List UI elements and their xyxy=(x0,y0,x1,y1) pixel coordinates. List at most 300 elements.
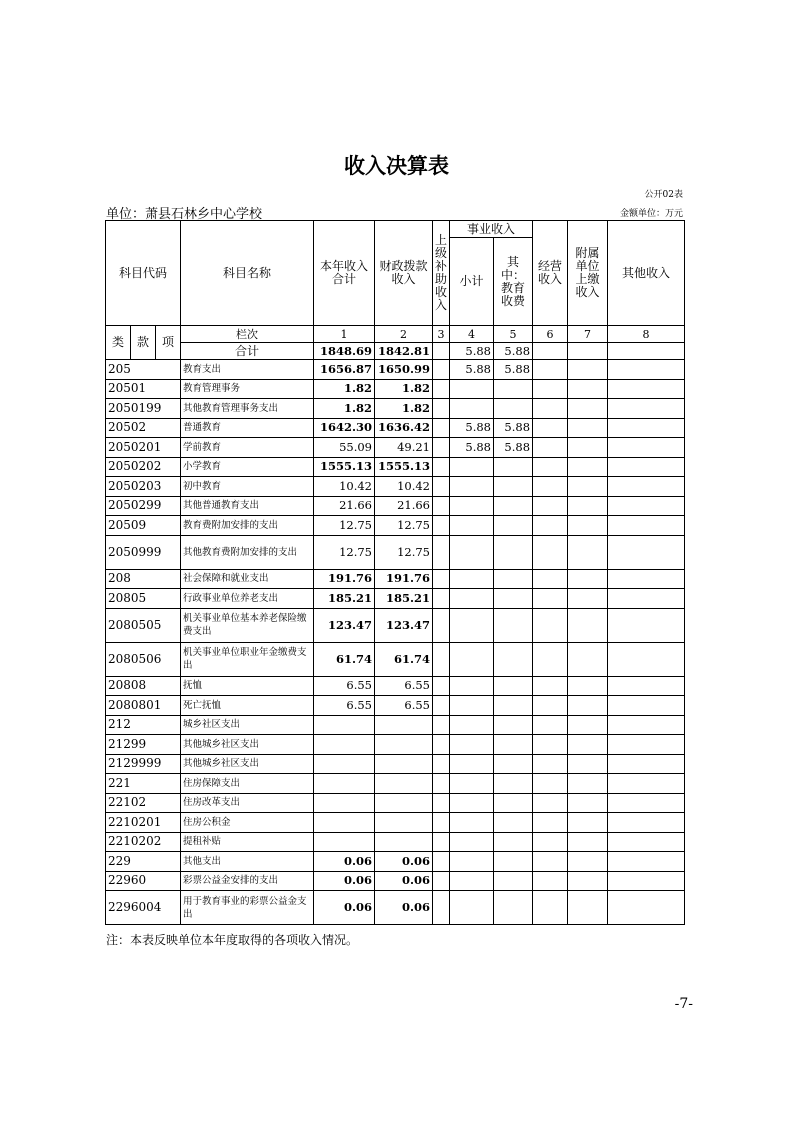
cell-business-subtotal xyxy=(450,569,494,589)
cell-other xyxy=(608,399,685,419)
table-row xyxy=(106,774,685,794)
table-row xyxy=(106,813,685,833)
subject-code: 208 xyxy=(106,569,181,589)
cell-other xyxy=(608,891,685,925)
header-business-subtotal: 小计 xyxy=(450,238,494,326)
table-row xyxy=(106,438,685,458)
table-code: 公开02表 xyxy=(644,190,683,200)
subject-name: 教育管理事务 xyxy=(181,379,314,399)
table-row xyxy=(106,852,685,872)
table-row xyxy=(106,516,685,536)
cell-business-edu xyxy=(494,516,533,536)
subject-name: 社会保障和就业支出 xyxy=(181,569,314,589)
page-number: -7- xyxy=(674,996,693,1012)
cell-superior xyxy=(433,535,450,569)
cell-superior xyxy=(433,438,450,458)
table-row xyxy=(106,496,685,516)
cell-total-income: 6.55 xyxy=(314,696,375,716)
cell-business-subtotal xyxy=(450,477,494,497)
cell-business-edu xyxy=(494,379,533,399)
cell-business-subtotal xyxy=(450,774,494,794)
cell-superior xyxy=(433,496,450,516)
cell-total-income: 1642.30 xyxy=(314,418,375,438)
cell-business-subtotal xyxy=(450,754,494,774)
cell-fiscal: 1650.99 xyxy=(375,360,433,380)
cell-business-subtotal xyxy=(450,589,494,609)
table-row xyxy=(106,871,685,891)
cell-affiliated xyxy=(568,569,608,589)
table-row xyxy=(106,360,685,380)
cell-business-edu xyxy=(494,569,533,589)
cell-operating xyxy=(533,418,568,438)
cell-affiliated xyxy=(568,608,608,642)
total-c3 xyxy=(433,343,450,360)
cell-business-subtotal xyxy=(450,676,494,696)
col-number: 5 xyxy=(494,326,533,343)
cell-superior xyxy=(433,589,450,609)
cell-total-income: 1.82 xyxy=(314,399,375,419)
subject-code: 212 xyxy=(106,715,181,735)
cell-operating xyxy=(533,569,568,589)
cell-total-income xyxy=(314,832,375,852)
cell-total-income: 0.06 xyxy=(314,852,375,872)
cell-other xyxy=(608,642,685,676)
cell-other xyxy=(608,793,685,813)
table-row xyxy=(106,418,685,438)
subject-code: 22960 xyxy=(106,871,181,891)
cell-other xyxy=(608,457,685,477)
cell-business-edu xyxy=(494,852,533,872)
subject-code: 205 xyxy=(106,360,181,380)
cell-total-income: 10.42 xyxy=(314,477,375,497)
cell-other xyxy=(608,696,685,716)
cell-fiscal: 1555.13 xyxy=(375,457,433,477)
cell-business-edu xyxy=(494,891,533,925)
cell-business-edu xyxy=(494,676,533,696)
cell-business-subtotal xyxy=(450,379,494,399)
cell-superior xyxy=(433,360,450,380)
table-row xyxy=(106,589,685,609)
cell-fiscal: 191.76 xyxy=(375,569,433,589)
cell-fiscal: 6.55 xyxy=(375,676,433,696)
cell-business-subtotal xyxy=(450,457,494,477)
subject-code: 2050201 xyxy=(106,438,181,458)
cell-business-subtotal xyxy=(450,715,494,735)
subject-name: 住房改革支出 xyxy=(181,793,314,813)
subject-name: 机关事业单位职业年金缴费支出 xyxy=(181,642,314,676)
income-table xyxy=(105,220,685,925)
table-row xyxy=(106,608,685,642)
cell-superior xyxy=(433,891,450,925)
subject-code: 21299 xyxy=(106,735,181,755)
cell-fiscal xyxy=(375,774,433,794)
cell-superior xyxy=(433,418,450,438)
cell-fiscal: 0.06 xyxy=(375,852,433,872)
cell-total-income xyxy=(314,735,375,755)
col-number: 4 xyxy=(450,326,494,343)
subject-name: 普通教育 xyxy=(181,418,314,438)
subject-name: 其他教育管理事务支出 xyxy=(181,399,314,419)
header-fiscal: 财政拨款收入 xyxy=(375,221,433,326)
cell-total-income xyxy=(314,813,375,833)
cell-other xyxy=(608,852,685,872)
cell-other xyxy=(608,715,685,735)
cell-superior xyxy=(433,516,450,536)
table-row xyxy=(106,715,685,735)
cell-operating xyxy=(533,813,568,833)
cell-operating xyxy=(533,535,568,569)
cell-business-edu xyxy=(494,399,533,419)
cell-business-subtotal: 5.88 xyxy=(450,360,494,380)
cell-business-edu xyxy=(494,457,533,477)
cell-affiliated xyxy=(568,642,608,676)
header-other: 其他收入 xyxy=(608,221,685,326)
subject-code: 229 xyxy=(106,852,181,872)
subject-code: 2050299 xyxy=(106,496,181,516)
subject-name: 其他支出 xyxy=(181,852,314,872)
cell-operating xyxy=(533,715,568,735)
header-business-group: 事业收入 xyxy=(450,221,533,238)
subject-name: 彩票公益金安排的支出 xyxy=(181,871,314,891)
cell-affiliated xyxy=(568,696,608,716)
cell-affiliated xyxy=(568,477,608,497)
cell-fiscal: 6.55 xyxy=(375,696,433,716)
cell-affiliated xyxy=(568,793,608,813)
cell-business-edu xyxy=(494,832,533,852)
cell-operating xyxy=(533,589,568,609)
cell-other xyxy=(608,438,685,458)
cell-business-edu xyxy=(494,535,533,569)
cell-total-income: 1656.87 xyxy=(314,360,375,380)
cell-business-edu xyxy=(494,496,533,516)
header-superior: 上级补助收入 xyxy=(433,221,450,326)
cell-fiscal: 1.82 xyxy=(375,399,433,419)
cell-operating xyxy=(533,642,568,676)
cell-other xyxy=(608,589,685,609)
table-row xyxy=(106,379,685,399)
cell-total-income xyxy=(314,793,375,813)
subject-name: 提租补贴 xyxy=(181,832,314,852)
subject-code: 2129999 xyxy=(106,754,181,774)
cell-total-income: 12.75 xyxy=(314,516,375,536)
cell-other xyxy=(608,516,685,536)
subject-code: 2210202 xyxy=(106,832,181,852)
cell-affiliated xyxy=(568,379,608,399)
cell-business-subtotal xyxy=(450,891,494,925)
cell-fiscal xyxy=(375,715,433,735)
cell-business-subtotal xyxy=(450,496,494,516)
subject-code: 2080506 xyxy=(106,642,181,676)
subject-code: 20805 xyxy=(106,589,181,609)
col-number: 3 xyxy=(433,326,450,343)
cell-business-edu xyxy=(494,871,533,891)
cell-superior xyxy=(433,871,450,891)
cell-business-edu xyxy=(494,813,533,833)
table-row xyxy=(106,832,685,852)
cell-business-subtotal xyxy=(450,399,494,419)
cell-business-subtotal xyxy=(450,735,494,755)
subject-code: 2080801 xyxy=(106,696,181,716)
cell-operating xyxy=(533,496,568,516)
cell-fiscal: 1636.42 xyxy=(375,418,433,438)
cell-business-edu xyxy=(494,477,533,497)
subject-name: 行政事业单位养老支出 xyxy=(181,589,314,609)
cell-total-income: 55.09 xyxy=(314,438,375,458)
cell-total-income: 185.21 xyxy=(314,589,375,609)
cell-business-edu xyxy=(494,696,533,716)
subject-code: 20509 xyxy=(106,516,181,536)
table-row xyxy=(106,754,685,774)
cell-operating xyxy=(533,754,568,774)
cell-business-edu xyxy=(494,793,533,813)
cell-affiliated xyxy=(568,360,608,380)
cell-other xyxy=(608,813,685,833)
cell-total-income xyxy=(314,774,375,794)
cell-other xyxy=(608,754,685,774)
col-number: 7 xyxy=(568,326,608,343)
subject-name: 学前教育 xyxy=(181,438,314,458)
table-row xyxy=(106,642,685,676)
cell-affiliated xyxy=(568,399,608,419)
col-number: 1 xyxy=(314,326,375,343)
cell-affiliated xyxy=(568,457,608,477)
cell-fiscal: 123.47 xyxy=(375,608,433,642)
subject-code: 2050999 xyxy=(106,535,181,569)
header-subject-code: 科目代码 xyxy=(106,221,181,326)
cell-affiliated xyxy=(568,535,608,569)
cell-affiliated xyxy=(568,774,608,794)
col-number: 6 xyxy=(533,326,568,343)
cell-total-income: 6.55 xyxy=(314,676,375,696)
subject-code: 2210201 xyxy=(106,813,181,833)
subject-name: 用于教育事业的彩票公益金支出 xyxy=(181,891,314,925)
table-row xyxy=(106,696,685,716)
cell-total-income xyxy=(314,715,375,735)
cell-fiscal: 21.66 xyxy=(375,496,433,516)
cell-operating xyxy=(533,457,568,477)
header-lei: 类 xyxy=(106,326,131,360)
subject-name: 初中教育 xyxy=(181,477,314,497)
cell-fiscal: 0.06 xyxy=(375,891,433,925)
total-row xyxy=(106,343,685,360)
subject-code: 2296004 xyxy=(106,891,181,925)
cell-fiscal: 10.42 xyxy=(375,477,433,497)
cell-fiscal xyxy=(375,793,433,813)
total-c6 xyxy=(533,343,568,360)
cell-other xyxy=(608,496,685,516)
header-affiliated: 附属单位上缴收入 xyxy=(568,221,608,326)
subject-name: 机关事业单位基本养老保险缴费支出 xyxy=(181,608,314,642)
cell-superior xyxy=(433,793,450,813)
cell-other xyxy=(608,535,685,569)
subject-name: 小学教育 xyxy=(181,457,314,477)
subject-code: 2050199 xyxy=(106,399,181,419)
cell-superior xyxy=(433,832,450,852)
subject-code: 2050202 xyxy=(106,457,181,477)
subject-code: 20501 xyxy=(106,379,181,399)
cell-superior xyxy=(433,399,450,419)
table-row xyxy=(106,399,685,419)
cell-business-subtotal: 5.88 xyxy=(450,438,494,458)
cell-fiscal: 12.75 xyxy=(375,516,433,536)
subject-code: 22102 xyxy=(106,793,181,813)
cell-business-subtotal xyxy=(450,696,494,716)
cell-other xyxy=(608,735,685,755)
page-title: 收入决算表 xyxy=(344,154,449,178)
header-xiang: 项 xyxy=(156,326,181,360)
subject-code: 2080505 xyxy=(106,608,181,642)
cell-total-income: 21.66 xyxy=(314,496,375,516)
cell-fiscal: 61.74 xyxy=(375,642,433,676)
amount-unit: 金额单位：万元 xyxy=(619,209,683,219)
cell-other xyxy=(608,832,685,852)
cell-business-subtotal xyxy=(450,832,494,852)
subject-name: 抚恤 xyxy=(181,676,314,696)
cell-superior xyxy=(433,735,450,755)
cell-superior xyxy=(433,696,450,716)
cell-superior xyxy=(433,477,450,497)
cell-affiliated xyxy=(568,438,608,458)
header-business-edu: 其中：教育收费 xyxy=(494,238,533,326)
cell-total-income: 12.75 xyxy=(314,535,375,569)
cell-affiliated xyxy=(568,852,608,872)
cell-business-edu xyxy=(494,735,533,755)
cell-operating xyxy=(533,793,568,813)
cell-other xyxy=(608,676,685,696)
header-kuan: 款 xyxy=(131,326,156,360)
cell-total-income: 191.76 xyxy=(314,569,375,589)
cell-other xyxy=(608,477,685,497)
cell-fiscal: 49.21 xyxy=(375,438,433,458)
table-row xyxy=(106,676,685,696)
cell-superior xyxy=(433,774,450,794)
cell-affiliated xyxy=(568,871,608,891)
total-c5: 5.88 xyxy=(494,343,533,360)
cell-affiliated xyxy=(568,418,608,438)
cell-fiscal xyxy=(375,813,433,833)
cell-affiliated xyxy=(568,813,608,833)
subject-name: 教育支出 xyxy=(181,360,314,380)
cell-business-subtotal: 5.88 xyxy=(450,418,494,438)
subject-code: 20502 xyxy=(106,418,181,438)
total-c1: 1848.69 xyxy=(314,343,375,360)
cell-superior xyxy=(433,457,450,477)
cell-affiliated xyxy=(568,832,608,852)
cell-superior xyxy=(433,715,450,735)
cell-fiscal: 185.21 xyxy=(375,589,433,609)
cell-affiliated xyxy=(568,891,608,925)
cell-business-subtotal xyxy=(450,516,494,536)
unit-label: 单位：萧县石林乡中心学校 xyxy=(106,207,263,222)
cell-affiliated xyxy=(568,516,608,536)
cell-total-income: 1555.13 xyxy=(314,457,375,477)
col-number: 8 xyxy=(608,326,685,343)
cell-business-edu: 5.88 xyxy=(494,438,533,458)
total-c2: 1842.81 xyxy=(375,343,433,360)
cell-operating xyxy=(533,379,568,399)
cell-superior xyxy=(433,569,450,589)
cell-fiscal: 12.75 xyxy=(375,535,433,569)
table-row xyxy=(106,891,685,925)
cell-affiliated xyxy=(568,715,608,735)
cell-operating xyxy=(533,399,568,419)
cell-business-edu: 5.88 xyxy=(494,418,533,438)
header-operating: 经营收入 xyxy=(533,221,568,326)
header-subject-name: 科目名称 xyxy=(181,221,314,326)
cell-business-subtotal xyxy=(450,642,494,676)
table-row xyxy=(106,535,685,569)
total-c7 xyxy=(568,343,608,360)
cell-business-subtotal xyxy=(450,535,494,569)
header-total-income: 本年收入合计 xyxy=(314,221,375,326)
total-label: 合计 xyxy=(181,343,314,360)
cell-total-income: 61.74 xyxy=(314,642,375,676)
cell-operating xyxy=(533,477,568,497)
cell-business-subtotal xyxy=(450,813,494,833)
cell-business-subtotal xyxy=(450,871,494,891)
cell-operating xyxy=(533,891,568,925)
total-c4: 5.88 xyxy=(450,343,494,360)
table-row xyxy=(106,477,685,497)
cell-operating xyxy=(533,774,568,794)
subject-code: 2050203 xyxy=(106,477,181,497)
footnote: 注：本表反映单位本年度取得的各项收入情况。 xyxy=(106,933,359,947)
cell-total-income: 0.06 xyxy=(314,871,375,891)
cell-other xyxy=(608,871,685,891)
cell-other xyxy=(608,569,685,589)
subject-name: 住房保障支出 xyxy=(181,774,314,794)
cell-superior xyxy=(433,379,450,399)
cell-operating xyxy=(533,852,568,872)
table-row xyxy=(106,793,685,813)
cell-other xyxy=(608,608,685,642)
subject-name: 其他城乡社区支出 xyxy=(181,754,314,774)
subject-name: 城乡社区支出 xyxy=(181,715,314,735)
cell-fiscal: 0.06 xyxy=(375,871,433,891)
cell-affiliated xyxy=(568,676,608,696)
total-c8 xyxy=(608,343,685,360)
col-number: 2 xyxy=(375,326,433,343)
cell-business-edu xyxy=(494,774,533,794)
cell-operating xyxy=(533,360,568,380)
subject-name: 住房公积金 xyxy=(181,813,314,833)
cell-business-edu xyxy=(494,608,533,642)
cell-total-income: 1.82 xyxy=(314,379,375,399)
cell-business-subtotal xyxy=(450,793,494,813)
cell-superior xyxy=(433,754,450,774)
cell-affiliated xyxy=(568,589,608,609)
cell-other xyxy=(608,360,685,380)
cell-operating xyxy=(533,832,568,852)
cell-business-subtotal xyxy=(450,852,494,872)
cell-operating xyxy=(533,438,568,458)
table-row xyxy=(106,457,685,477)
table-row xyxy=(106,735,685,755)
cell-business-subtotal xyxy=(450,608,494,642)
subject-code: 20808 xyxy=(106,676,181,696)
cell-operating xyxy=(533,516,568,536)
cell-fiscal: 1.82 xyxy=(375,379,433,399)
cell-fiscal xyxy=(375,735,433,755)
subject-code: 221 xyxy=(106,774,181,794)
cell-fiscal xyxy=(375,754,433,774)
subject-name: 其他普通教育支出 xyxy=(181,496,314,516)
cell-affiliated xyxy=(568,496,608,516)
table-row xyxy=(106,569,685,589)
cell-superior xyxy=(433,852,450,872)
cell-affiliated xyxy=(568,754,608,774)
cell-business-edu xyxy=(494,715,533,735)
